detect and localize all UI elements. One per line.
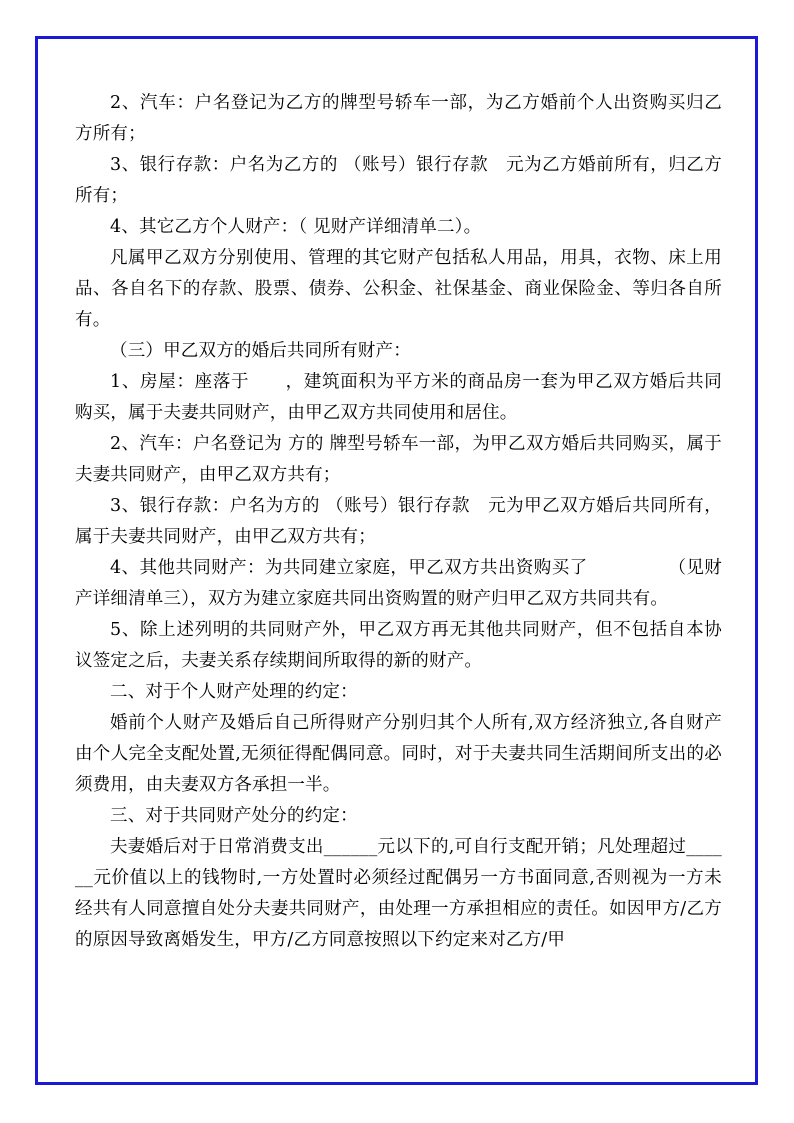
paragraph-11: 夫妻婚后对于日常消费支出______元以下的,可自行支配开销；凡处理超过______元价值以上的钱物时,一方处置时必须经过配偶另一方书面同意,否则视为一方未经共有人同意擅自处分夫妻共同财产，由处理一方承担相应的责任。如因甲方/乙方的原因导致离婚发生，甲方/乙方同意按照以下约定来对乙方/甲 [75, 837, 722, 950]
paragraph-3: 4、其它乙方个人财产：（ 见财产详细清单二）。 [110, 217, 482, 237]
document-body [75, 88, 722, 956]
paragraph-8: 4、其他共同财产：为共同建立家庭，甲乙双方共出资购买了 （见财产详细清单三），双方为建立家庭共同出资购置的财产归甲乙双方共同共有。 [75, 558, 722, 609]
section-heading-common-property: 三、对于共同财产处分的约定： [110, 806, 358, 826]
paragraph-2: 3、银行存款：户名为乙方的 （账号）银行存款 元为乙方婚前所有，归乙方所有； [75, 155, 722, 206]
paragraph-7: 3、银行存款：户名为方的 （账号）银行存款 元为甲乙双方婚后共同所有，属于夫妻共同财产，由甲乙双方共有； [75, 496, 722, 547]
paragraph-5: 1、房屋：座落于 ，建筑面积为平方米的商品房一套为甲乙双方婚后共同购买，属于夫妻共同财产，由甲乙双方共同使用和居住。 [75, 372, 722, 423]
paragraph-1: 2、汽车：户名登记为乙方的牌型号轿车一部，为乙方婚前个人出资购买归乙方所有； [75, 93, 722, 144]
paragraph-6: 2、汽车：户名登记为 方的 牌型号轿车一部，为甲乙双方婚后共同购买，属于夫妻共同财产，由甲乙双方共有； [75, 434, 722, 485]
section-heading-3: （三）甲乙双方的婚后共同所有财产： [110, 341, 411, 361]
paragraph-4: 凡属甲乙双方分别使用、管理的其它财产包括私人用品，用具，衣物、床上用品、各自名下的存款、股票、债券、公积金、社保基金、商业保险金、等归各自所有。 [75, 248, 722, 330]
section-heading-personal-property: 二、对于个人财产处理的约定： [110, 682, 358, 702]
paragraph-9: 5、除上述列明的共同财产外，甲乙双方再无其他共同财产，但不包括自本协议签定之后，夫妻关系存续期间所取得的新的财产。 [75, 620, 722, 671]
paragraph-10: 婚前个人财产及婚后自己所得财产分别归其个人所有,双方经济独立,各自财产由个人完全支配处置,无须征得配偶同意。同时，对于夫妻共同生活期间所支出的必须费用，由夫妻双方各承担一半。 [75, 713, 722, 795]
